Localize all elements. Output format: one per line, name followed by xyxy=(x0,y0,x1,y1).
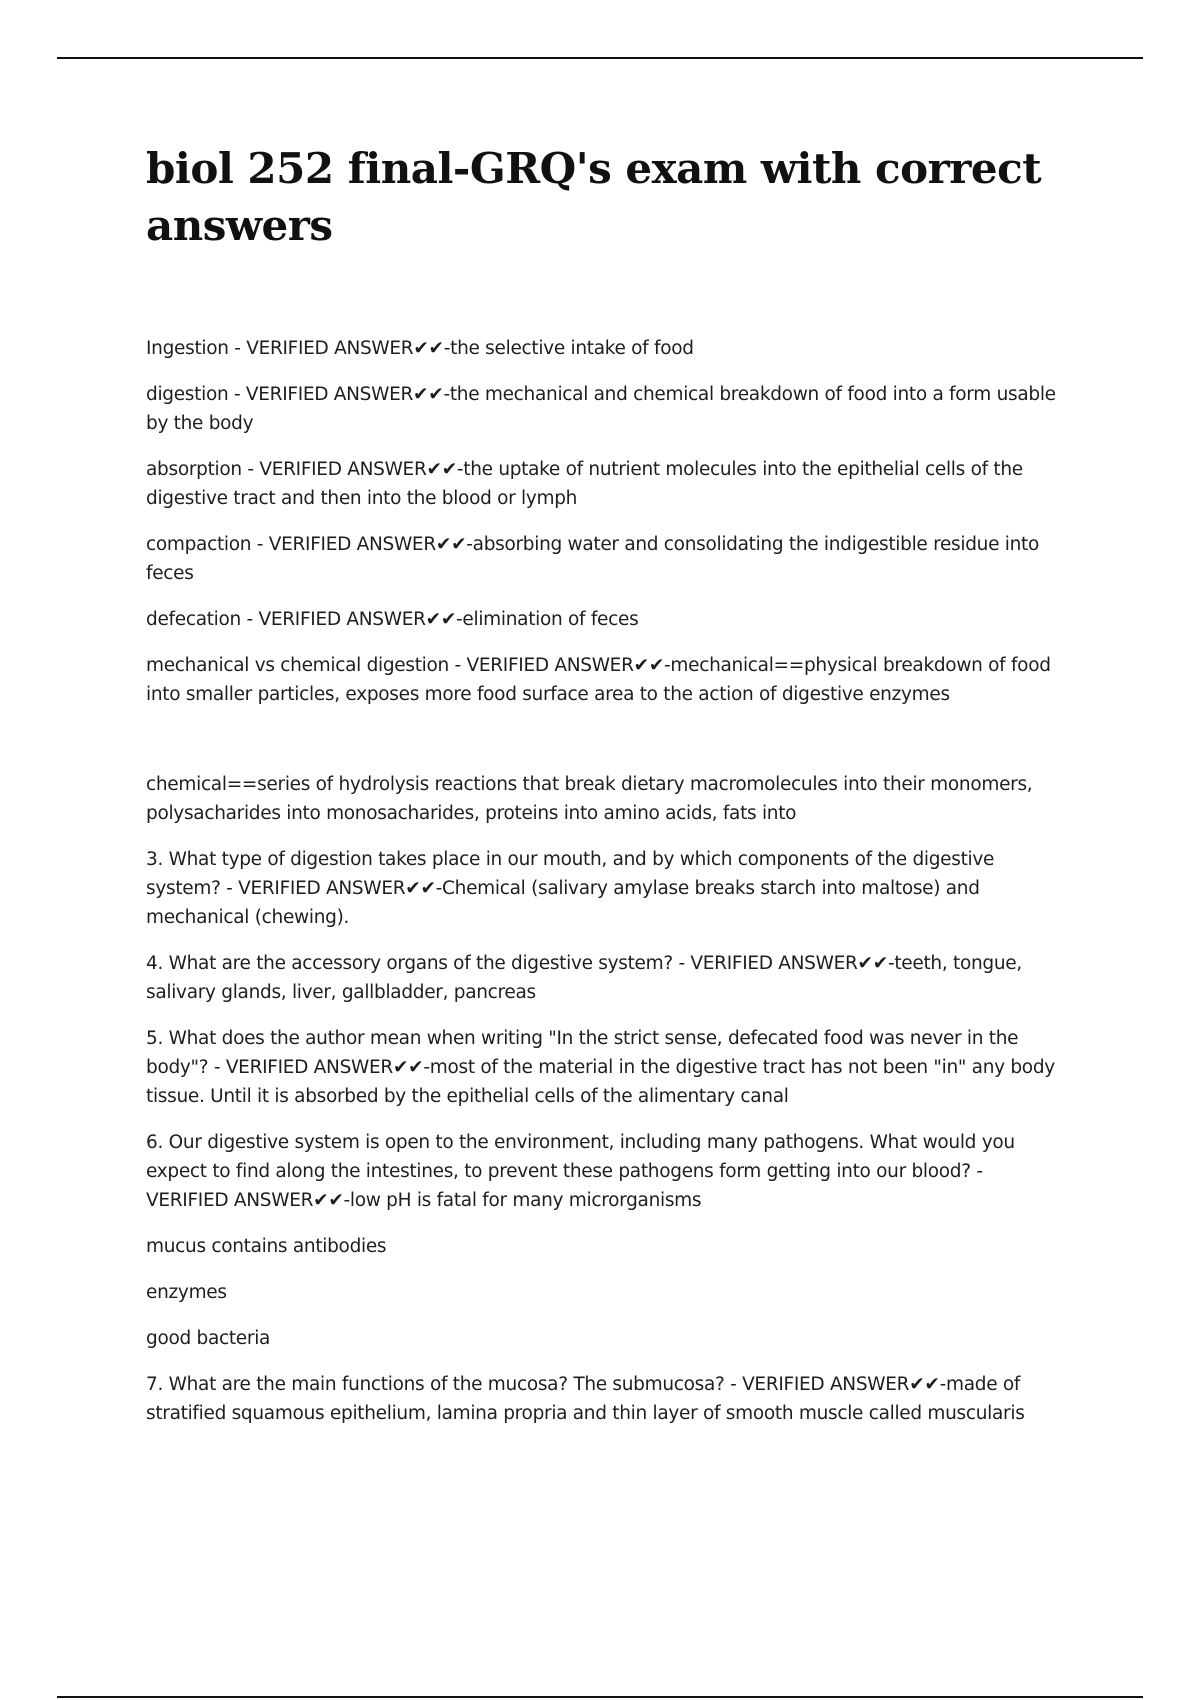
qa-compaction: compaction - VERIFIED ANSWER✔✔-absorbing water and consolidating the indigestible residue into feces xyxy=(146,534,1039,584)
document-body xyxy=(146,140,1066,1445)
qa-defecation: defecation - VERIFIED ANSWER✔✔-elimination of feces xyxy=(146,609,639,630)
qa-question-6: 6. Our digestive system is open to the environment, including many pathogens. What would you expect to find along the intestines, to prevent these pathogens form getting into our blood? - VERIFIED ANSWER✔✔-low pH is fatal for many microrganisms xyxy=(146,1132,1015,1211)
qa-question-4: 4. What are the accessory organs of the digestive system? - VERIFIED ANSWER✔✔-teeth, tongue, salivary glands, liver, gallbladder, pancreas xyxy=(146,953,1022,1003)
qa-question-7: 7. What are the main functions of the mucosa? The submucosa? - VERIFIED ANSWER✔✔-made of stratified squamous epithelium, lamina propria and thin layer of smooth muscle called muscularis xyxy=(146,1374,1025,1424)
qa-question-3: 3. What type of digestion takes place in our mouth, and by which components of the digestive system? - VERIFIED ANSWER✔✔-Chemical (salivary amylase breaks starch into maltose) and mechanical (chewing). xyxy=(146,849,995,928)
top-rule xyxy=(57,57,1143,59)
qa-chemical-continued: chemical==series of hydrolysis reactions that break dietary macromolecules into their monomers, polysacharides into monosacharides, proteins into amino acids, fats into xyxy=(146,774,1033,824)
qa-list xyxy=(146,334,1066,1428)
qa-ingestion: Ingestion - VERIFIED ANSWER✔✔-the selective intake of food xyxy=(146,338,694,359)
bottom-rule xyxy=(57,1696,1143,1698)
qa-mucus-antibodies: mucus contains antibodies xyxy=(146,1236,387,1257)
qa-absorption: absorption - VERIFIED ANSWER✔✔-the uptake of nutrient molecules into the epithelial cells of the digestive tract and then into the blood or lymph xyxy=(146,459,1023,509)
qa-enzymes: enzymes xyxy=(146,1282,227,1303)
document-title: biol 252 final-GRQ's exam with correct answers xyxy=(146,144,1042,250)
qa-question-5: 5. What does the author mean when writing "In the strict sense, defecated food was never in the body"? - VERIFIED ANSWER✔✔-most of the material in the digestive tract has not been "in" any body tissue. Until it is absorbed by the epithelial cells of the alimentary canal xyxy=(146,1028,1055,1107)
qa-good-bacteria: good bacteria xyxy=(146,1328,271,1349)
qa-mechanical-vs-chemical: mechanical vs chemical digestion - VERIFIED ANSWER✔✔-mechanical==physical breakdown of food into smaller particles, exposes more food surface area to the action of digestive enzymes xyxy=(146,655,1051,705)
qa-digestion: digestion - VERIFIED ANSWER✔✔-the mechanical and chemical breakdown of food into a form usable by the body xyxy=(146,384,1056,434)
